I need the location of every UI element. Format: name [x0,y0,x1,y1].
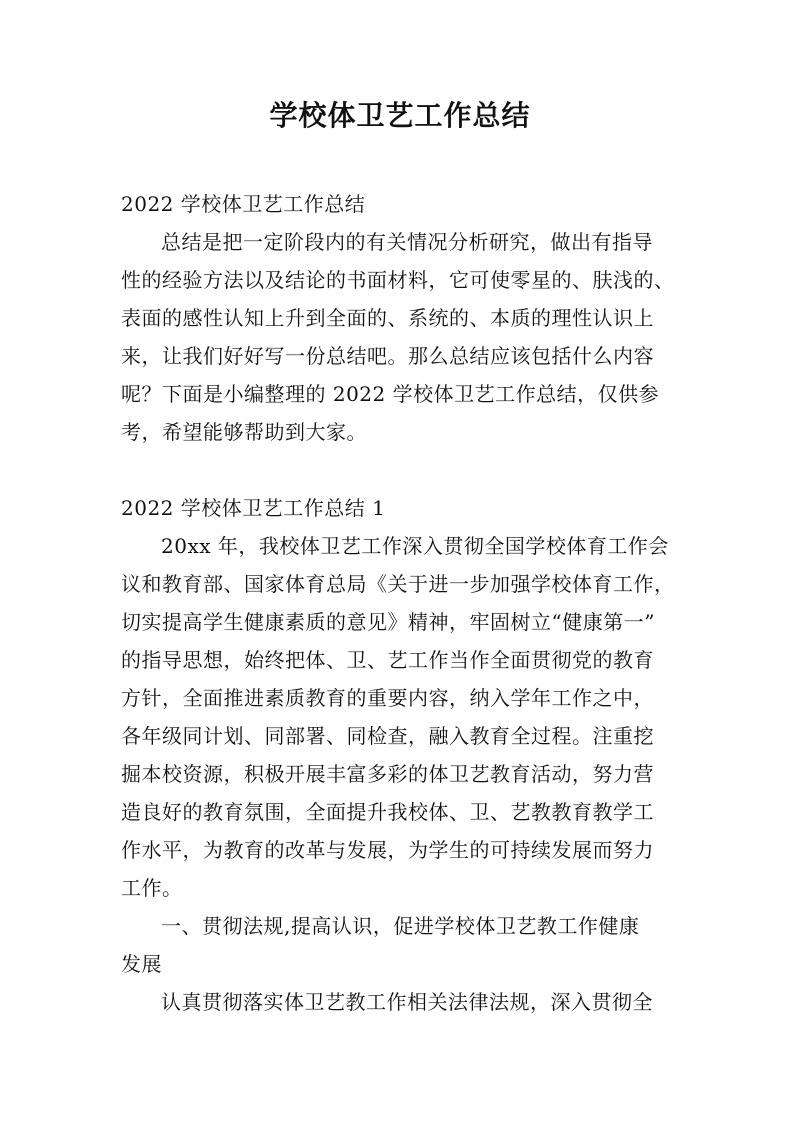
section-line: 议和教育部、国家体育总局《关于进一步加强学校体育工作， [121,572,675,596]
point-heading: 发展 [121,952,162,976]
intro-line: 考，希望能够帮助到大家。 [121,420,367,444]
intro-line: 性的经验方法以及结论的书面材料，它可使零星的、肤浅的、 [121,268,675,292]
section-line: 造良好的教育氛围，全面提升我校体、卫、艺教教育教学工 [121,800,654,824]
point-heading: 一、贯彻法规,提高认识，促进学校体卫艺教工作健康 [161,914,640,938]
intro-line: 来，让我们好好写一份总结吧。那么总结应该包括什么内容 [121,344,654,368]
section-heading: 2022 学校体卫艺工作总结 1 [121,496,386,520]
section-line: 作水平，为教育的改革与发展，为学生的可持续发展而努力 [121,838,654,862]
intro-line: 表面的感性认知上升到全面的、系统的、本质的理性认识上 [121,306,654,330]
section-line: 的指导思想，始终把体、卫、艺工作当作全面贯彻党的教育 [121,648,654,672]
section-line: 各年级同计划、同部署、同检查，融入教育全过程。注重挖 [121,724,654,748]
intro-heading: 2022 学校体卫艺工作总结 [121,192,366,216]
section-line: 掘本校资源，积极开展丰富多彩的体卫艺教育活动，努力营 [121,762,654,786]
intro-line: 呢？下面是小编整理的 2022 学校体卫艺工作总结，仅供参 [121,382,660,406]
section-line: 切实提高学生健康素质的意见》精神，牢固树立“健康第一” [121,610,655,634]
intro-line: 总结是把一定阶段内的有关情况分析研究，做出有指导 [161,230,653,254]
section-line: 方针，全面推进素质教育的重要内容，纳入学年工作之中， [121,686,654,710]
document-title: 学校体卫艺工作总结 [269,99,531,132]
section-line: 工作。 [121,876,183,900]
section-line: 20xx 年，我校体卫艺工作深入贯彻全国学校体育工作会 [161,534,669,558]
point-body-line: 认真贯彻落实体卫艺教工作相关法律法规，深入贯彻全 [161,990,653,1014]
